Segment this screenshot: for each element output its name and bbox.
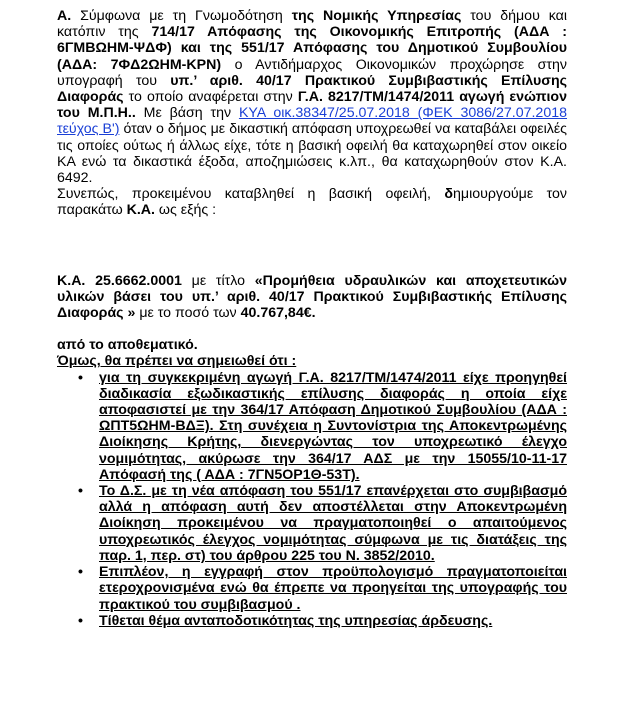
account-code: Κ.Α. 25.6662.0001 — [57, 272, 182, 289]
list-item-text: Το Δ.Σ. με τη νέα απόφαση του 551/17 επανέρχεται στο συμβιβασμό αλλά η απόφαση αυτή δεν αποστέλλεται στην Αποκεντρωμένη Διοίκηση προκειμένου να πραγματοποιηθεί ο απαιτούμενος υποχρεωτικός έλεγχος νομιμότητας σύμφωνα με τις διατάξεις της παρ. 1, περ. στ) του άρθρου 225 του Ν. 3852/2010. — [99, 483, 567, 564]
kya-link[interactable]: ΚΥΑ οικ.38347/25.07.2018 (ΦΕΚ 3086/27.07.2018 τεύχος Β') — [57, 105, 567, 138]
text: με το ποσό των — [135, 305, 241, 322]
bullet-icon: • — [78, 483, 83, 500]
account-title: «Προμήθεια υδραυλικών και αποχετευτικών υλικών βάσει του υπ.’ αριθ. 40/17 Πρακτικού Συμβιβαστικής Επίλυσης Διαφοράς » — [57, 272, 567, 322]
list-item — [78, 564, 567, 613]
text: ημιουργούμε τον παρακάτω — [57, 186, 567, 219]
notes-list — [57, 370, 567, 629]
account-abbrev: Κ.Α. — [126, 202, 155, 219]
spacer — [57, 321, 567, 337]
bullet-icon: • — [78, 612, 83, 629]
decisions-reference: 714/17 Απόφασης της Οικονομικής Επιτροπής (ΑΔΑ : 6ΓΜΒΩΗΜ-ΨΔΦ) και της 551/17 Απόφασης του Δημοτικού Συμβουλίου (ΑΔΑ: 7ΦΔ2ΩΗΜ-ΚΡΝ) — [57, 24, 567, 73]
account-amount: 40.767,84€. — [240, 305, 316, 322]
list-item — [78, 612, 567, 629]
list-item — [78, 483, 567, 564]
consequently-paragraph — [57, 186, 567, 218]
text: ως εξής : — [154, 202, 217, 219]
text: δ — [444, 186, 453, 203]
document-page — [57, 8, 567, 629]
text: ο Αντιδήμαρχος Οικονομικών προχώρησε στην υπογραφή του — [57, 56, 568, 89]
reserve-text: από το αποθεματικό. — [57, 337, 198, 354]
text: το οποίο αναφέρεται στην — [123, 89, 298, 106]
text: όταν ο δήμος με δικαστική απόφαση υποχρεωθεί να καταβάλει οφειλές τις οποίες ούτως ή άλλως είχε, τότε η βασική οφειλή θα καταχωρηθεί στον οικείο ΚΑ ενώ τα δικαστικά έξοδα, αποζημιώσεις κ.λπ., θα καταχωρηθούν στον Κ.Α. 6492. — [57, 121, 567, 187]
reserve-line — [57, 337, 567, 353]
text: Σύμφωνα με τη Γνωμοδότηση — [71, 8, 292, 24]
text: Με βάση την — [135, 105, 239, 122]
text: του δήμου και κατόπιν της — [57, 8, 567, 41]
legal-service: της Νομικής Υπηρεσίας — [291, 8, 462, 24]
list-item-text: Επιπλέον, η εγγραφή στον προϋπολογισμό πραγματοποιείται ετεροχρονισμένα ενώ θα έπρεπε να προηγείται της υπογραφής του πρακτικού του συμβιβασμού . — [99, 564, 567, 613]
spacer — [57, 219, 567, 273]
lawsuit-reference: Γ.Α. 8217/ΤΜ/1474/2011 αγωγή ενώπιον του Μ.Π.Η.. — [57, 89, 567, 122]
list-item-text: Τίθεται θέμα ανταποδοτικότητας της υπηρεσίας άρδευσης. — [99, 612, 493, 629]
account-paragraph — [57, 273, 567, 322]
text: Συνεπώς, προκειμένου καταβληθεί η βασική οφειλή, — [57, 186, 445, 203]
section-label: Α. — [57, 8, 72, 24]
bullet-icon: • — [78, 564, 83, 581]
bullet-icon: • — [78, 369, 83, 386]
list-item — [78, 369, 567, 483]
note-heading — [57, 353, 567, 369]
section-a-paragraph — [57, 8, 567, 186]
note-heading-text: Όμως, θα πρέπει να σημειωθεί ότι : — [57, 353, 297, 370]
list-item-text: για τη συγκεκριμένη αγωγή Γ.Α. 8217/ΤΜ/1474/2011 είχε προηγηθεί διαδικασία εξωδικαστικής επίλυσης διαφοράς η οποία είχε αποφασιστεί με την 364/17 Απόφαση Δημοτικού Συμβουλίου (ΑΔΑ : ΩΠΤ5ΩΗΜ-ΒΔΞ). Στη συνέχεια η Συντονίστρια της Αποκεντρωμένης Διοίκησης Κρήτης, διενεργώντας τον υποχρεωτικό έλεγχο νομιμότητας, ακύρωσε την 364/17 ΑΔΣ με την 15055/10-11-17 Απόφασή της ( ΑΔΑ : 7ΓΝ5ΟΡ1Θ-53Τ). — [99, 369, 567, 483]
settlement-reference: υπ.’ αριθ. 40/17 Πρακτικού Συμβιβαστικής Επίλυσης Διαφοράς — [57, 72, 567, 106]
text: με τίτλο — [181, 272, 255, 289]
